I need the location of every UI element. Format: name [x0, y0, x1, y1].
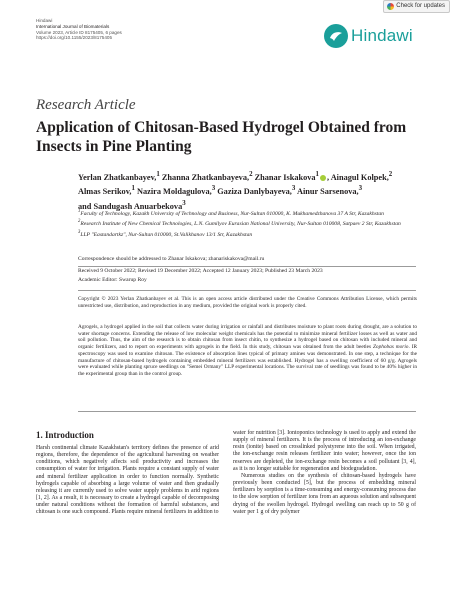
- affiliation-sup: 2: [78, 219, 81, 225]
- check-for-updates-label: Check for updates: [396, 3, 445, 9]
- author-name[interactable]: and Sandugash Anuarbekova: [78, 201, 183, 211]
- section-heading: 1. Introduction: [36, 430, 94, 440]
- abstract-text: . IR spectroscopy was used to examine chitosan. The existence of absorption lines typical of primary amines was demonstrated. In one step, a technique for the manufacture of chitosan-based hydrogels containing embedded mineral fertilizers was established. Hydrogel has a swelling coefficient of 60 g/g. Agrogels were evaluated while planting spruce seedlings on "Semei Ormany" LLP experimental locations. The survival rate of seedlings was found to be 40% higher in the experimental group than in the control group.: [78, 344, 417, 377]
- author-name[interactable]: Gaziza Danlybayeva,: [215, 187, 292, 197]
- body-paragraph: Harsh continental climate Kazakhstan's territory defines the presence of arid regions, therefore, the dependence of the agricultural harvesting on weather conditions, which negatively affects soil productivity and increases the consumption of water for irrigation. Plants require a constant supply of water and mineral fertilizer application in order to function normally. Synthetic hydrogels capable of absorbing a large volume of water and then gradually releasing it are currently used to solve water supply problems in arid regions [1, 2]. As a result, it is necessary to create a hydrogel capable of decomposing under natural conditions without the formation of harmful substances, and chitosan is one such compound. Plants require mineral fertilizers in addition to: [36, 445, 219, 516]
- academic-editor: Academic Editor: Swarup Roy: [78, 277, 147, 283]
- author-sup: 3: [182, 199, 186, 207]
- correspondence: Correspondence should be addressed to Zhanar Iskakova; zhanariskakova@mail.ru: [78, 256, 265, 262]
- author-list: Yerlan Zhatkanbayev,$^1$ Zhanna Zhatkanbayeva,$^2$ Zhanar Iskakova$^1$ , Ainagul Kolpek,$^2$ Almas Serikov,$^1$ Nazira Moldagulova,$^3$ Gaziza Danlybayeva,$^3$ Ainur Sarsenova,$^3$ and Sandugash Anuarbekova$^3$: [78, 171, 393, 211]
- affiliation-text: Research Institute of New Chemical Technologies, L.N. Gumilyov Eurasian National University, Nur-Sultan 010008, Satpaev 2 Str, Kazakhstan: [80, 221, 401, 228]
- affiliation-text: LLP "Eastandartkz", Nur-Sultan 010000, St.Valikhanov 13/1 Str, Kazakhstan: [80, 231, 253, 238]
- check-for-updates-button[interactable]: [383, 0, 450, 13]
- author-sup: 3: [358, 185, 363, 193]
- divider: [78, 411, 416, 412]
- affiliations: [78, 209, 428, 240]
- journal-title: International Journal of Biomaterials: [36, 23, 110, 29]
- affiliation-sup: 3: [78, 229, 81, 235]
- author-sup: 2: [249, 171, 253, 178]
- author-name[interactable]: Zhanar Iskakova: [252, 172, 316, 182]
- logo-text: Hindawi: [351, 26, 413, 45]
- hindawi-logo: [323, 20, 423, 52]
- author-name[interactable]: Ainagul Kolpek,: [329, 172, 389, 182]
- affiliation-item: [78, 230, 428, 239]
- divider: [78, 290, 416, 291]
- article-dates: Received 9 October 2022; Revised 19 December 2022; Accepted 12 January 2023; Published 23 March 2023: [78, 268, 323, 274]
- author-sup: 1: [156, 171, 160, 178]
- affiliation-item: [78, 209, 428, 218]
- affiliation-sup: 1: [78, 209, 81, 214]
- abstract: [78, 324, 417, 378]
- author-name[interactable]: Zhanna Zhatkanbayeva,: [159, 172, 250, 182]
- article-type: Research Article: [36, 97, 136, 113]
- article-title: Application of Chitosan-Based Hydrogel Obtained from Insects in Pine Planting: [36, 119, 407, 155]
- divider: [78, 266, 416, 267]
- abstract-text: Agrogels, a hydrogel applied in the soil that collects water during irrigation or rainfall and distributes moisture to plant roots during drought, are a solution to water shortage concerns. Extending the release of low molecular weight chemicals has the potential to minimize mineral fertilizer losses as well as water and soil pollution. Thus, the aim of the research is to obtain chitosan from insect chitin, to synthesize a hydrogel based on chitosan with included mineral and organic fertilizers, and to report on experiments with agrogels in the field. In this study, chitosan was obtained from the adult beetles: [78, 324, 417, 351]
- publisher-name: Hindawi: [36, 18, 53, 23]
- author-name[interactable]: Yerlan Zhatkanbayev,: [78, 172, 157, 182]
- hindawi-logo-icon: [323, 23, 349, 49]
- author-name[interactable]: Almas Serikov,: [78, 187, 132, 197]
- author-name[interactable]: Ainur Sarsenova,: [295, 187, 359, 197]
- author-sup: 1: [131, 185, 135, 193]
- species-name: Zophobas morio: [372, 344, 409, 351]
- body-paragraph: water for nutrition [3]. Iontoponics technology is used to apply and extend the supply of mineral fertilizers. It is the process of introducing an ion-exchange resin (ionite) based on crosslinked polystyrene into the soil. When irrigated, the ion-exchange resin releases fertilizer into water; however, once the ion reserves are depleted, the ion-exchange resin becomes a soil pollutant [3, 4], as it is no longer suitable for regeneration and biodegradation.: [233, 430, 416, 472]
- author-sup: 2: [388, 171, 393, 178]
- body-paragraph: Numerous studies on the synthesis of chitosan-based hydrogels have previously been conducted [5], but the process of embedding mineral fertilizers by sorption is a time-consuming and energy-consuming process due to the slow sorption of fertilizer ions from an aqueous solution and subsequent drying of the swollen hydrogel. Hydrogel swelling can reach up to 50 g of water per 1 g of dry polymer: [233, 472, 416, 515]
- left-column: [36, 430, 219, 517]
- volume-info: Volume 2023, Article ID 8175405, 6 pages: [36, 29, 122, 35]
- copyright-notice: Copyright © 2023 Yerlan Zhatkanbayev et al. This is an open access article distributed under the Creative Commons Attribution License, which permits unrestricted use, distribution, and reproduction in any medium, provided the original work is properly cited.: [78, 296, 417, 309]
- affiliation-item: [78, 219, 428, 228]
- orcid-icon[interactable]: [320, 175, 326, 181]
- author-sup: 3: [291, 185, 296, 193]
- affiliation-text: Faculty of Technology, Kazakh University of Technology and Business, Nur-Sultan 010000, K. Mukhamedzhanova 37 A Str, Kazakhstan: [80, 210, 384, 217]
- journal-info: [36, 18, 122, 41]
- author-sup: 1: [315, 171, 319, 178]
- author-sup: 3: [211, 185, 216, 193]
- check-for-updates-icon: [387, 3, 394, 10]
- doi-link[interactable]: https://doi.org/10.1155/2023/8175405: [36, 35, 113, 41]
- right-column: [233, 430, 416, 516]
- author-name[interactable]: Nazira Moldagulova,: [134, 187, 212, 197]
